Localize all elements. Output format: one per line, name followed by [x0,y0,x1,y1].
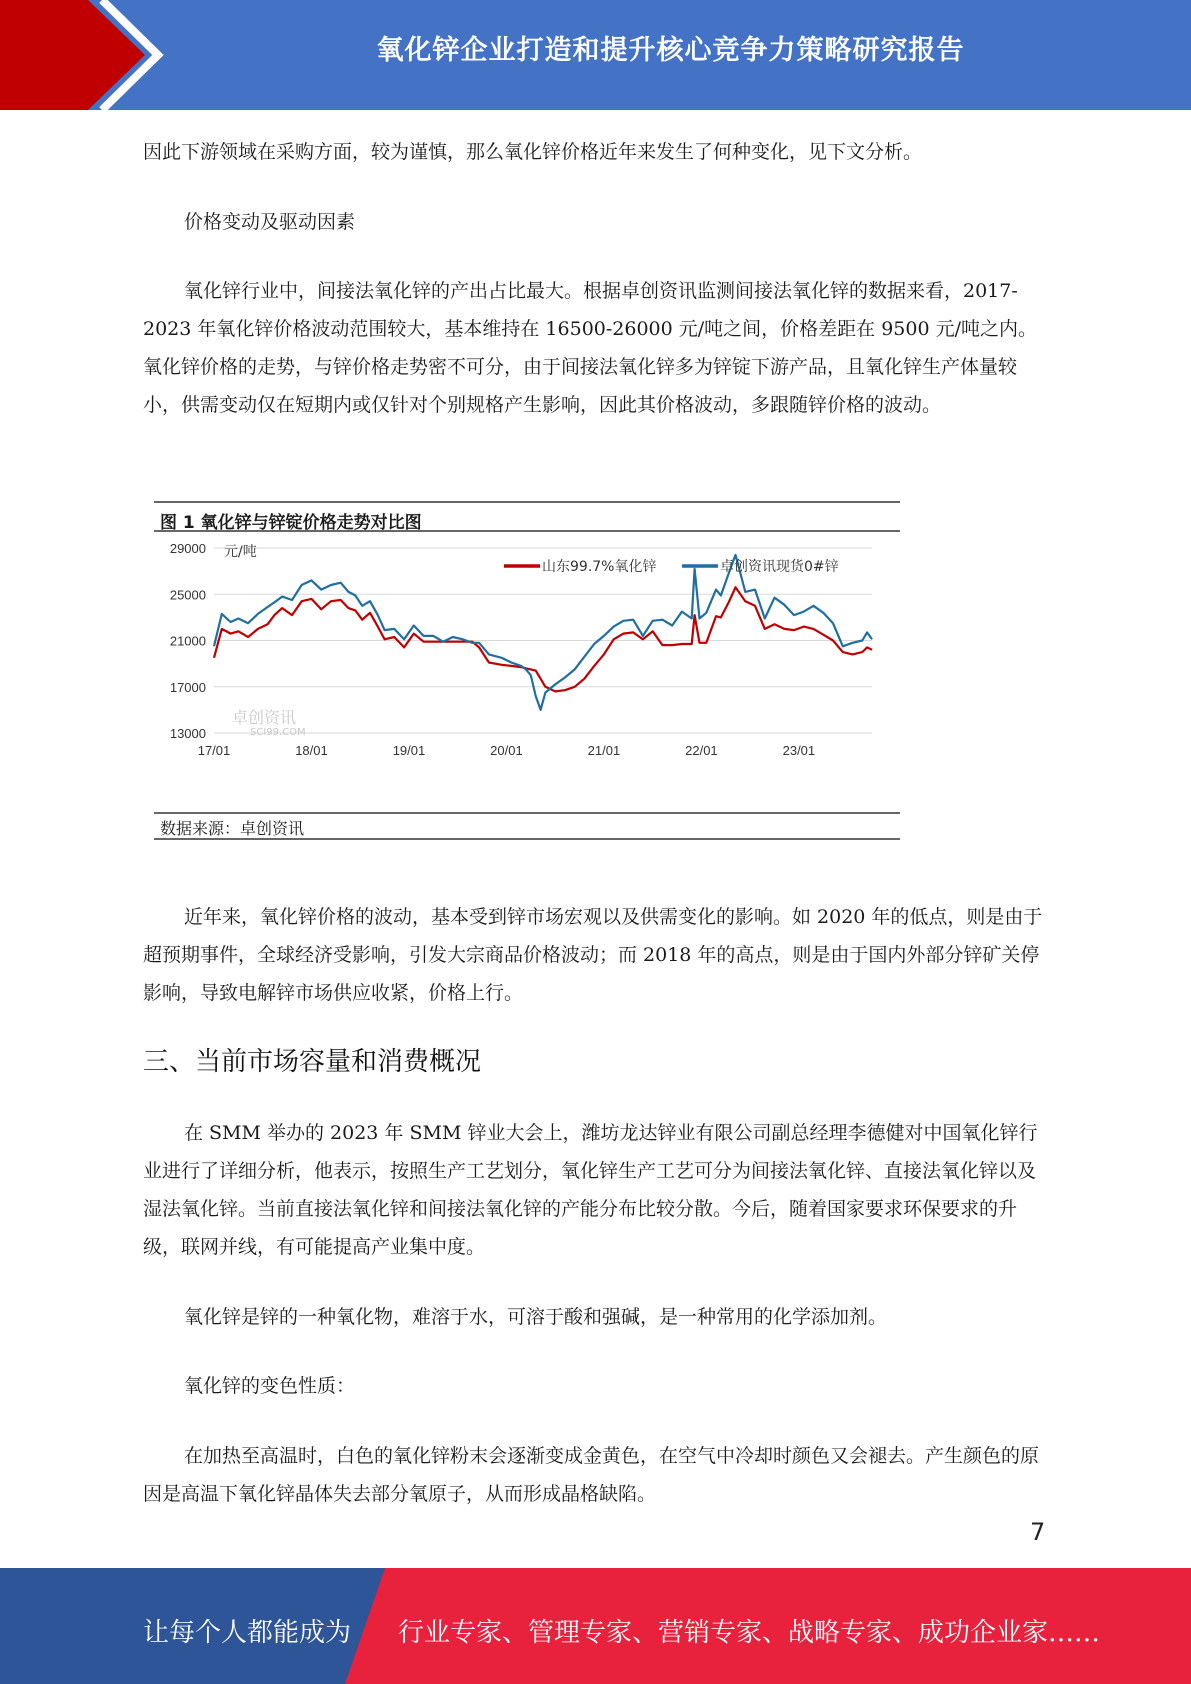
paragraph-4: 近年来，氧化锌价格的波动，基本受到锌市场宏观以及供需变化的影响。如 2020 年的低点，则是由于超预期事件，全球经济受影响，引发大宗商品价格波动；而 2018 年的高点，则是由于国内外部分锌矿关停影响，导致电解锌市场供应收紧，价格上行。 [143,906,1043,1004]
series-line-1 [214,587,872,691]
legend-label-1: 山东99.7%氧化锌 [542,559,657,575]
page-footer [0,1568,1191,1684]
y-tick-label: 17000 [169,679,206,695]
page-number: 7 [1030,1518,1046,1546]
x-tick-label: 23/01 [782,743,816,758]
legend-label-2: 卓创资讯现货0#锌 [720,559,839,575]
y-axis-label: 元/吨 [224,544,257,560]
x-tick-label: 19/01 [392,743,426,758]
x-tick-label: 17/01 [197,743,231,758]
x-tick-label: 22/01 [685,743,718,758]
watermark-url: SCI99.COM [250,727,306,738]
paragraph-3: 氧化锌行业中，间接法氧化锌的产出占比最大。根据卓创资讯监测间接法氧化锌的数据来看，2017-2023 年氧化锌价格波动范围较大，基本维持在 16500-26000 元/吨之间，价格差距在 9500 元/吨之内。氧化锌价格的走势，与锌价格走势密不可分，由于间接法氧化锌多为锌锭下游产品，且氧化锌生产体量较小，供需变动仅在短期内或仅针对个别规格产生影响，因此其价格波动，多跟随锌价格的波动。 [143,280,1038,416]
figure-title: 图 1 氧化锌与锌锭价格走势对比图 [160,513,422,533]
y-tick-label: 21000 [169,633,206,649]
paragraph-6: 氧化锌是锌的一种氧化物，难溶于水，可溶于酸和强碱，是一种常用的化学添加剂。 [184,1306,888,1328]
paragraph-8: 在加热至高温时，白色的氧化锌粉末会逐渐变成金黄色，在空气中冷却时颜色又会褪去。产生颜色的原因是高温下氧化锌晶体失去部分氧原子，从而形成晶格缺陷。 [143,1445,1040,1505]
x-tick-label: 20/01 [490,743,523,758]
price-chart [152,500,904,845]
header-title: 氧化锌企业打造和提升核心竞争力策略研究报告 [376,35,965,66]
x-tick-label: 18/01 [295,743,328,758]
footer-roles: 行业专家、管理专家、营销专家、战略专家、成功企业家…… [398,1618,1101,1648]
paragraph-5: 在 SMM 举办的 2023 年 SMM 锌业大会上，潍坊龙达锌业有限公司副总经理李德健对中国氧化锌行业进行了详细分析，他表示，按照生产工艺划分，氧化锌生产工艺可分为间接法氧化锌、直接法氧化锌以及湿法氧化锌。当前直接法氧化锌和间接法氧化锌的产能分布比较分散。今后，随着国家要求环保要求的升级，联网并线，有可能提高产业集中度。 [143,1122,1038,1258]
paragraph-7: 氧化锌的变色性质： [184,1375,356,1397]
figure [152,500,904,845]
figure-source: 数据来源：卓创资讯 [160,819,305,838]
y-tick-label: 29000 [169,541,206,556]
section-heading: 三、当前市场容量和消费概况 [143,1047,482,1077]
page-header [0,0,1191,110]
y-tick-label: 13000 [169,726,206,741]
paragraph-1: 因此下游领域在采购方面，较为谨慎，那么氧化锌价格近年来发生了何种变化，见下文分析。 [143,141,923,163]
x-tick-label: 21/01 [587,743,621,758]
watermark-logo: 卓创资讯 [232,708,297,727]
paragraph-subheading: 价格变动及驱动因素 [184,211,356,233]
footer-slogan: 让每个人都能成为 [143,1618,352,1648]
y-tick-label: 25000 [169,587,206,603]
